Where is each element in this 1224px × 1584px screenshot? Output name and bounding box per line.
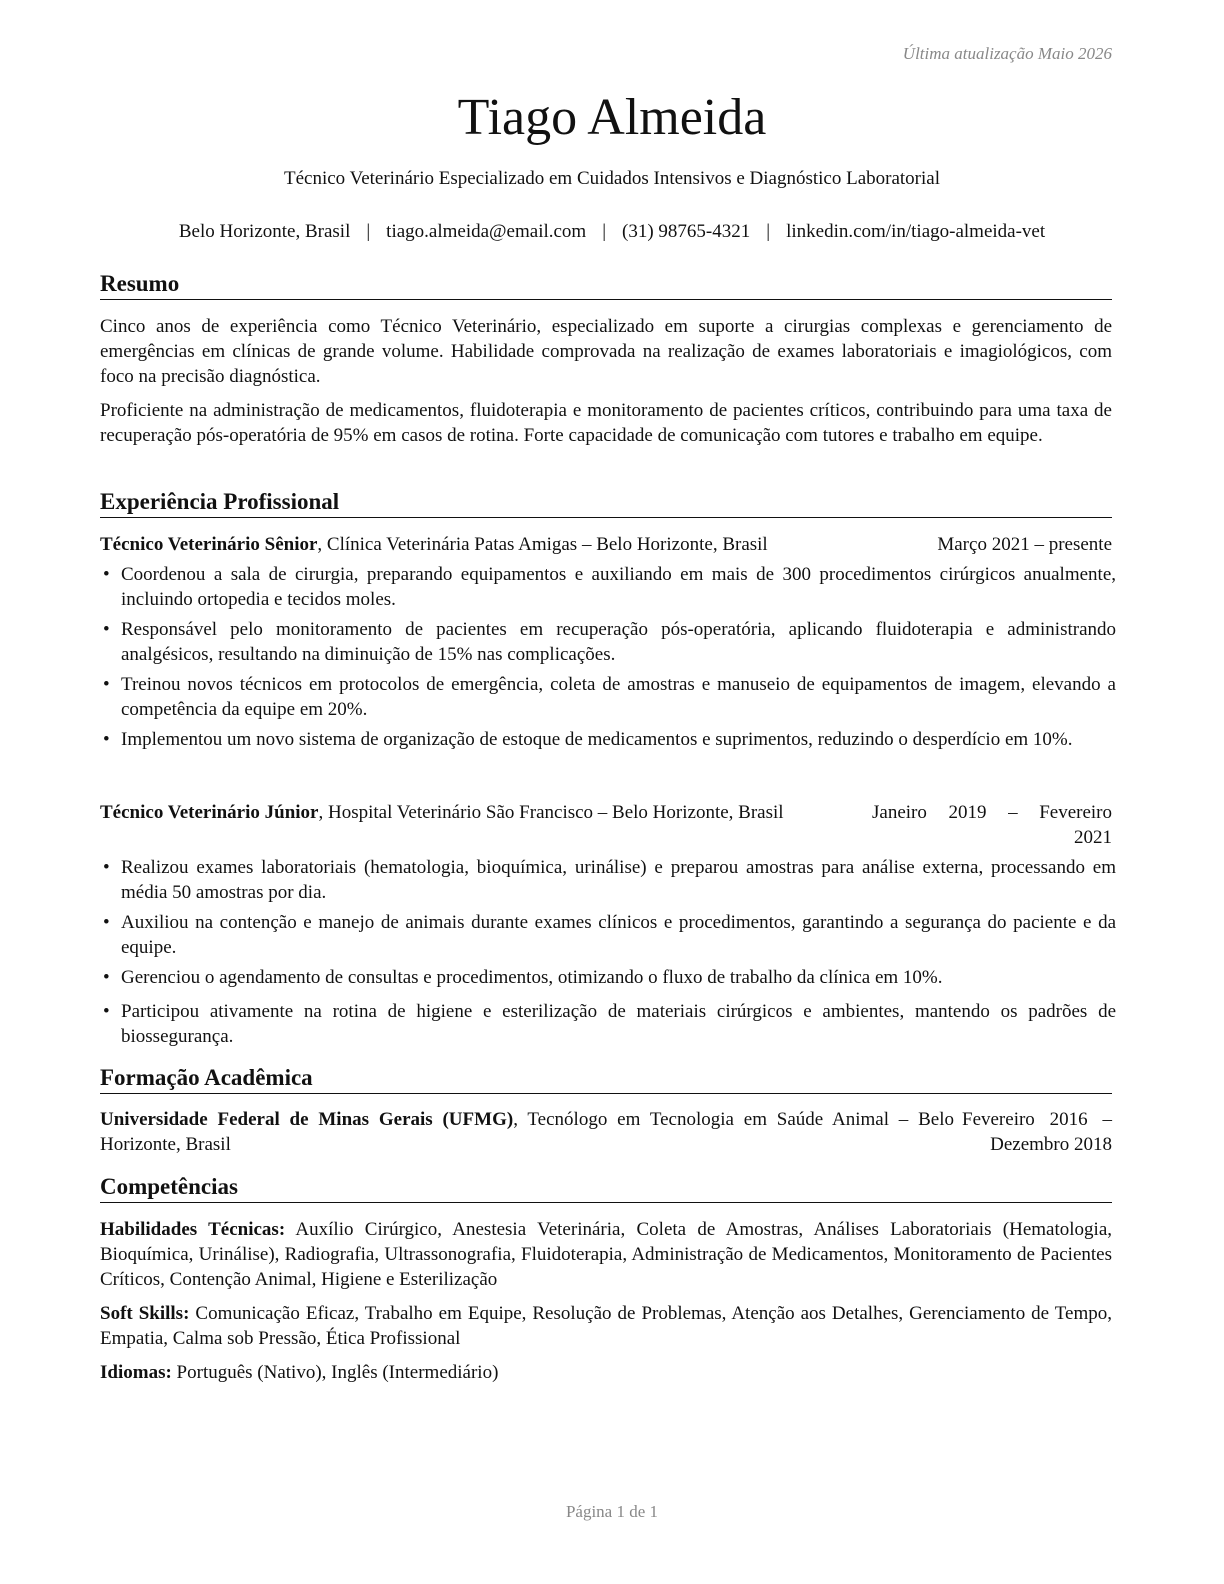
job-employer: , Hospital Veterinário São Francisco – Belo Horizonte, Brasil [318,802,784,823]
candidate-headline: Técnico Veterinário Especializado em Cuidados Intensivos e Diagnóstico Laboratorial [284,168,940,189]
list-item: • Responsável pelo monitoramento de pacientes em recuperação pós-operatória, aplicando fluidoterapia e administrando analgésicos, resultando na diminuição de 15% nas complicações. [103,619,1116,665]
skills-section [100,1217,1112,1385]
bullet-icon: • [103,564,110,585]
summary-section [100,314,1112,448]
separator: | [602,221,607,242]
education-school: Universidade Federal de Minas Gerais (UFMG) [100,1109,514,1130]
job-header [100,532,1112,557]
job-bullets [100,855,1116,1049]
section-title-summary: Resumo [100,270,1112,300]
job-bullets [100,562,1116,752]
list-item: • Gerenciou o agendamento de consultas e procedimentos, otimizando o fluxo de trabalho da clínica em 10%. [103,967,943,988]
separator: | [766,221,771,242]
contact-location: Belo Horizonte, Brasil [178,221,351,242]
bullet-icon: • [103,729,110,750]
job-dates: Janeiro 2019 – Fevereiro 2021 [872,802,1112,848]
skills-languages: Idiomas: Português (Nativo), Inglês (Intermediário) [100,1362,499,1383]
education-line [100,1107,954,1157]
list-item: • Realizou exames laboratoriais (hematologia, bioquímica, urinálise) e preparou amostras para análise externa, processando em média 50 amostras por dia. [103,857,1116,903]
page-number: Página 1 de 1 [565,1502,659,1521]
last-updated: Última atualização Maio 2026 [902,44,1112,63]
list-item: • Participou ativamente na rotina de higiene e esterilização de materiais cirúrgicos e ambientes, mantendo os padrões de biossegurança. [103,1001,1116,1047]
job-title-line [100,532,768,557]
bullet-icon: • [103,967,110,988]
bullet-icon: • [103,857,110,878]
list-item: • Implementou um novo sistema de organização de estoque de medicamentos e suprimentos, reduzindo o desperdício em 10%. [103,729,1073,750]
bullet-icon: • [103,912,110,933]
skills-soft: Soft Skills: Comunicação Eficaz, Trabalho em Equipe, Resolução de Problemas, Atenção aos Detalhes, Gerenciamento de Tempo, Empatia, Calma sob Pressão, Ética Profissional [100,1303,1112,1349]
bullet-icon: • [103,619,110,640]
separator: | [366,221,371,242]
job-role: Técnico Veterinário Sênior [100,534,318,555]
list-item: • Coordenou a sala de cirurgia, preparando equipamentos e auxiliando em mais de 300 procedimentos cirúrgicos anualmente, incluindo ortopedia e tecidos moles. [103,564,1116,610]
job-role: Técnico Veterinário Júnior [100,802,319,823]
bullet-icon: • [103,1001,110,1022]
education-course: , Tecnólogo em Tecnologia em Saúde Animal – Belo Horizonte, Brasil [100,1109,955,1155]
list-item: • Treinou novos técnicos em protocolos de emergência, coleta de amostras e manuseio de equipamentos de imagem, elevando a competência da equipe em 20%. [103,674,1116,720]
contact-email[interactable]: tiago.almeida@email.com [386,221,587,242]
section-title-experience: Experiência Profissional [100,488,1112,518]
skills-technical: Habilidades Técnicas: Auxílio Cirúrgico, Anestesia Veterinária, Coleta de Amostras, Análises Laboratoriais (Hematologia, Bioquímica, Urinálise), Radiografia, Ultrassonografia, Fluidoterapia, Administração de Medicamentos, Monitoramento de Pacientes Críticos, Contenção Animal, Higiene e Esterilização [100,1219,1112,1290]
list-item: • Auxiliou na contenção e manejo de animais durante exames clínicos e procedimentos, garantindo a segurança do paciente e da equipe. [103,912,1116,958]
section-title-skills: Competências [100,1173,1112,1203]
summary-paragraph: Cinco anos de experiência como Técnico Veterinário, especializado em suporte a cirurgias complexas e gerenciamento de emergências em clínicas de grande volume. Habilidade comprovada na realização de exames laboratoriais e imagiológicos, com foco na precisão diagnóstica. [100,316,1112,387]
education-entry [100,1107,1112,1157]
section-title-education: Formação Acadêmica [100,1064,1112,1094]
bullet-icon: • [103,674,110,695]
job-employer: , Clínica Veterinária Patas Amigas – Belo Horizonte, Brasil [317,534,768,555]
contact-phone[interactable]: (31) 98765-4321 [622,221,751,242]
contact-line [0,219,1224,245]
contact-linkedin[interactable]: linkedin.com/in/tiago-almeida-vet [786,221,1046,242]
job-dates: Março 2021 – presente [937,534,1112,555]
education-dates: Fevereiro 2016 – Dezembro 2018 [962,1109,1112,1155]
job-title-line [100,800,784,825]
summary-paragraph: Proficiente na administração de medicamentos, fluidoterapia e monitoramento de pacientes críticos, contribuindo para uma taxa de recuperação pós-operatória de 95% em casos de rotina. Forte capacidade de comunicação com tutores e trabalho em equipe. [100,400,1112,446]
job-header [100,800,1112,850]
candidate-name: Tiago Almeida [457,89,767,146]
